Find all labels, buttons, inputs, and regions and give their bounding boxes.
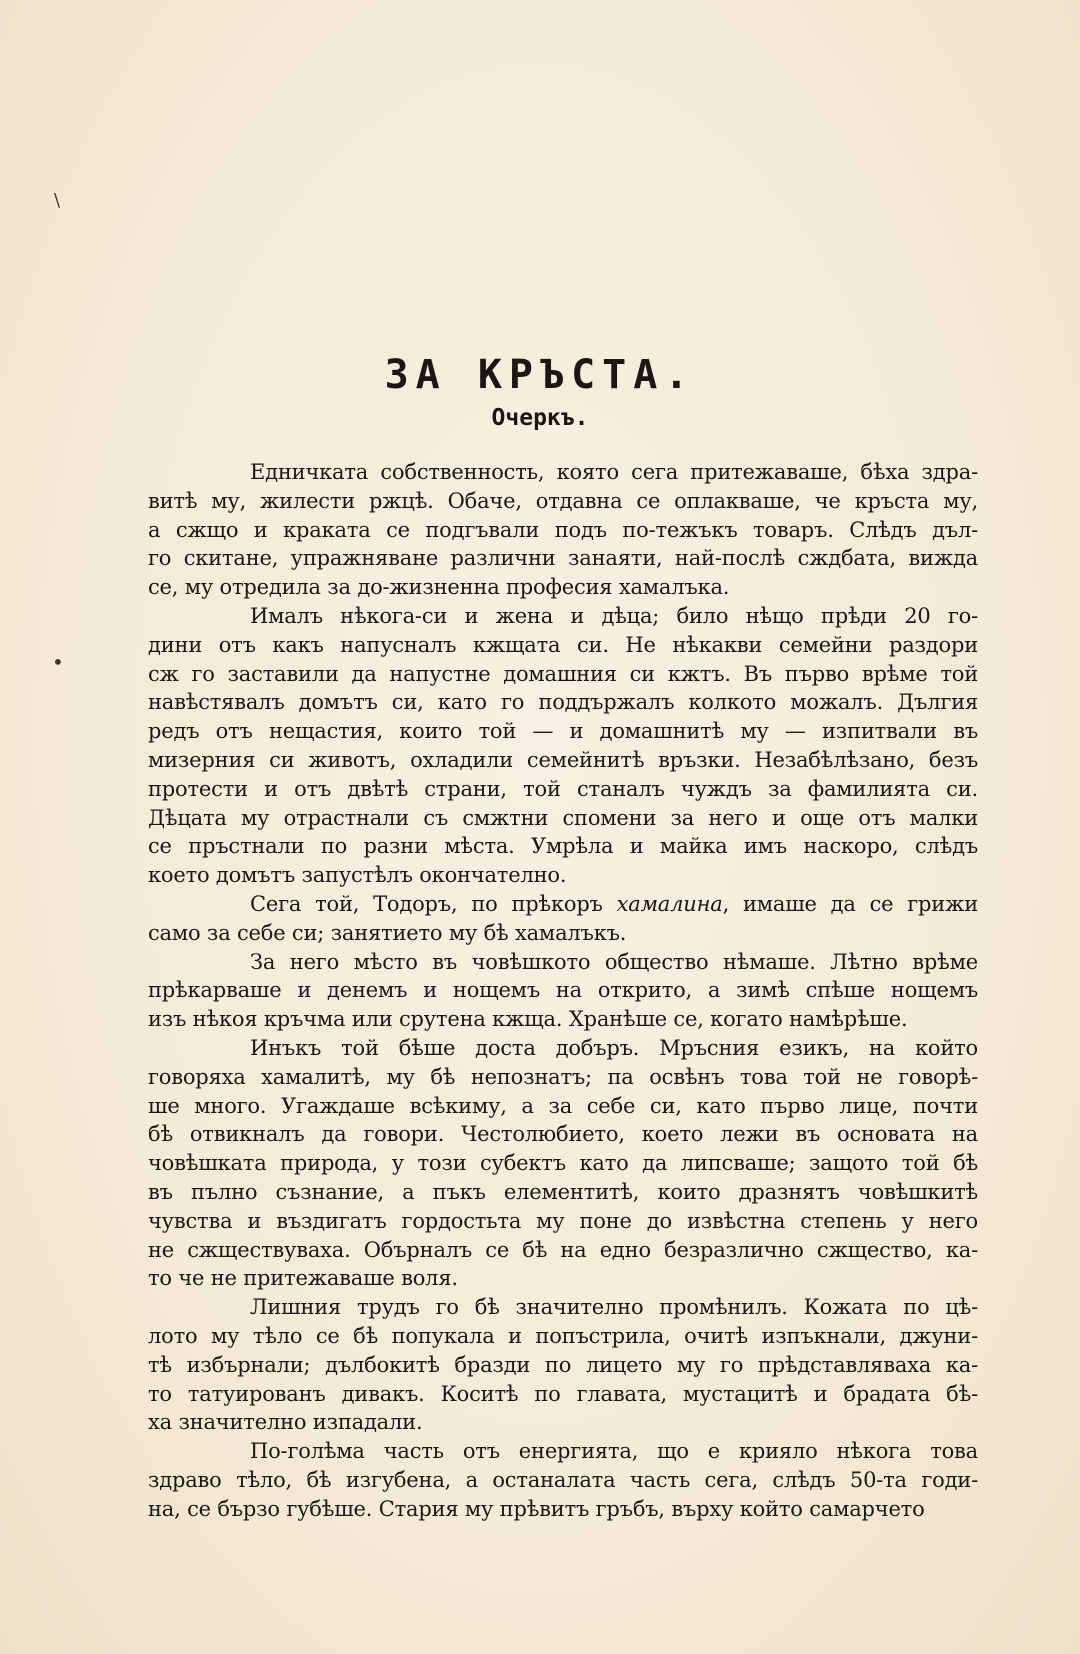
text-line: говоряха хамалитѣ, му бѣ непознатъ; па освѣнъ това той не говорѣ-	[148, 1064, 978, 1089]
text-line: Дѣцата му отрастнали съ смжтни спомени за него и още отъ малки	[148, 805, 978, 830]
margin-dot-icon: •	[52, 650, 64, 674]
text-line: човѣшката природа, у този субектъ като да липсваше; защото той бѣ	[148, 1151, 978, 1176]
text-line: изъ нѣкоя кръчма или срутена кжща. Хранѣше се, когато намѣрѣше.	[148, 1007, 908, 1032]
text-line: Ималъ нѣкога-си и жена и дѣца; било нѣщо прѣди 20 го-	[250, 603, 978, 628]
paragraph	[148, 602, 978, 890]
text-line: не сжществуваха. Обърналъ се бѣ на едно безразлично сжщество, ка-	[148, 1237, 978, 1262]
text-line: то татуированъ дивакъ. Коситѣ по главата, мустацитѣ и брадата бѣ-	[148, 1381, 978, 1406]
text-line: витѣ му, жилести ржцѣ. Обаче, отдавна се оплакваше, че кръста му,	[148, 488, 978, 513]
text-line: За него мѣсто въ човѣшкото общество нѣмаше. Лѣтно врѣме	[250, 949, 978, 974]
text-line: Лишния трудъ го бѣ значително промѣнилъ. Кожата по цѣ-	[250, 1295, 978, 1320]
text-line: сж го заставили да напустне домашния си кжтъ. Въ първо врѣме той	[148, 661, 978, 686]
text-line: дини отъ какъ напусналъ кжщата си. Не нѣкакви семейни раздори	[148, 632, 978, 657]
paragraph	[148, 890, 978, 948]
page-subtitle: Очеркъ.	[491, 405, 589, 431]
text-line: ше много. Угаждаше всѣкиму, а за себе си, като първо лице, почти	[148, 1093, 978, 1118]
text-line: По-голѣма часть отъ енергията, що е крияло нѣкога това	[250, 1439, 978, 1464]
text-line: чувства и въздигатъ гордостьта му поне до извѣстна степень у него	[148, 1208, 978, 1233]
margin-mark-icon: \	[54, 190, 61, 211]
text-line: навѣстявалъ домътъ си, като го поддържалъ колкото можалъ. Дългия	[148, 690, 978, 715]
paragraph	[148, 948, 978, 1034]
text-line: Инъкъ той бѣше доста добъръ. Мръсния езикъ, на който	[250, 1035, 978, 1060]
text-line: се, му отредила за до-жизненна професия хамалъка.	[148, 575, 730, 600]
page-title: ЗА КРЪСТА.	[384, 352, 696, 398]
text-line: на, се бързо губѣше. Стария му прѣвитъ гръбъ, върху който самарчето	[148, 1496, 925, 1521]
text-line: то че не притежаваше воля.	[148, 1266, 458, 1291]
text-line: само за себе си; занятието му бѣ хамалъкъ.	[148, 920, 627, 945]
text-line: Едничката собственность, която сега притежаваше, бѣха здра-	[250, 460, 978, 484]
text-line: здраво тѣло, бѣ изгубена, а останалата часть сега, слѣдъ 50-та годи-	[148, 1467, 978, 1492]
text-line: протести и отъ двѣтѣ страни, той станалъ чуждъ за фамилията си.	[148, 776, 978, 801]
text-line: редъ отъ нещастия, които той — и домашнитѣ му — изпитвали въ	[148, 719, 978, 744]
text-line: лото му тѣло се бѣ попукала и попъстрила, очитѣ изпъкнали, джуни-	[148, 1323, 978, 1348]
text-line: се пръстнали по разни мѣста. Умрѣла и майка имъ наскоро, слѣдъ	[148, 834, 978, 859]
text-line: бѣ отвикналъ да говори. Честолюбието, което лежи въ основата на	[148, 1122, 978, 1147]
text-line: въ пълно съзнание, а пъкъ елементитѣ, които дразнятъ човѣшкитѣ	[148, 1179, 978, 1204]
paragraph	[148, 458, 978, 602]
text-line: го скитане, упражняване различни занаяти, най-послѣ сждбата, вижда	[148, 546, 978, 571]
text-line: мизерния си животъ, охладили семейнитѣ връзки. Незабѣлѣзано, безъ	[148, 747, 978, 772]
paragraph	[148, 1437, 978, 1523]
text-line: тѣ избърнали; дълбокитѣ бразди по лицето му го прѣдставляваха ка-	[148, 1352, 978, 1377]
text-line: Сега той, Тодоръ, по прѣкоръ хамалина, имаше да се грижи	[250, 891, 979, 916]
paragraph	[148, 1034, 978, 1293]
article-body	[148, 458, 978, 1523]
text-line: прѣкарваше и денемъ и нощемъ на открито, а зимѣ спѣше нощемъ	[148, 978, 978, 1003]
text-line: ха значително изпадали.	[148, 1410, 423, 1435]
text-line: а сжщо и краката се подгъвали подъ по-тежъкъ товаръ. Слѣдъ дъл-	[148, 517, 978, 542]
text-line: което домътъ запустѣлъ окончателно.	[148, 863, 567, 888]
paragraph	[148, 1293, 978, 1437]
